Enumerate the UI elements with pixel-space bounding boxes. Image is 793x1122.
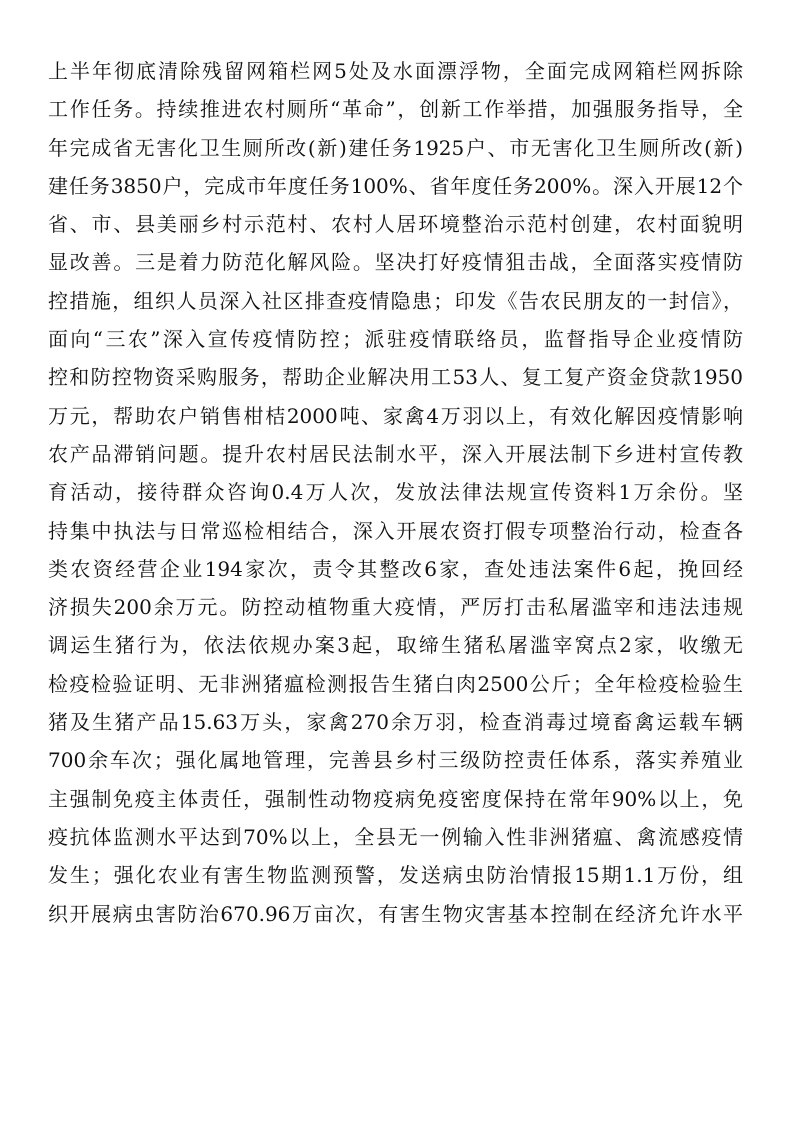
body-text (48, 52, 743, 933)
text-line: 育活动，接待群众咨询0.4万人次，发放法律法规宣传资料1万余份。坚 (48, 480, 743, 505)
text-line: 控和防控物资采购服务，帮助企业解决用工53人、复工复产资金贷款1950 (48, 365, 743, 390)
text-line: 发生；强化农业有害生物监测预警，发送病虫防治情报15期1.1万份，组 (48, 863, 743, 888)
text-line: 年完成省无害化卫生厕所改(新)建任务1925户、市无害化卫生厕所改(新) (48, 135, 743, 160)
text-line: 农产品滞销问题。提升农村居民法制水平，深入开展法制下乡进村宣传教 (48, 441, 743, 466)
text-line: 织开展病虫害防治670.96万亩次，有害生物灾害基本控制在经济允许水平 (48, 901, 743, 926)
text-line: 检疫检验证明、无非洲猪瘟检测报告生猪白肉2500公斤；全年检疫检验生 (48, 671, 743, 696)
text-line: 疫抗体监测水平达到70%以上，全县无一例输入性非洲猪瘟、禽流感疫情 (48, 824, 743, 849)
text-line: 上半年彻底清除残留网箱栏网5处及水面漂浮物，全面完成网箱栏网拆除 (48, 59, 743, 83)
text-line: 猪及生猪产品15.63万头，家禽270余万羽，检查消毒过境畜禽运载车辆 (48, 710, 743, 735)
text-line: 省、市、县美丽乡村示范村、农村人居环境整治示范村创建，农村面貌明 (48, 212, 743, 237)
text-line: 持集中执法与日常巡检相结合，深入开展农资打假专项整治行动，检查各 (48, 518, 743, 543)
text-line: 工作任务。持续推进农村厕所“革命”，创新工作举措，加强服务指导，全 (48, 97, 743, 122)
text-line: 主强制免疫主体责任，强制性动物疫病免疫密度保持在常年90%以上，免 (48, 786, 743, 811)
text-line: 济损失200余万元。防控动植物重大疫情，严厉打击私屠滥宰和违法违规 (48, 595, 743, 620)
text-line: 万元，帮助农户销售柑桔2000吨、家禽4万羽以上，有效化解因疫情影响 (48, 403, 743, 428)
text-line: 类农资经营企业194家次，责令其整改6家，查处违法案件6起，挽回经 (48, 556, 743, 581)
text-line: 控措施，组织人员深入社区排查疫情隐患；印发《告农民朋友的一封信》， (48, 288, 743, 313)
text-line: 显改善。三是着力防范化解风险。坚决打好疫情狙击战，全面落实疫情防 (48, 250, 743, 275)
text-line: 建任务3850户，完成市年度任务100%、省年度任务200%。深入开展12个 (48, 173, 743, 198)
text-line: 调运生猪行为，依法依规办案3起，取缔生猪私屠滥宰窝点2家，收缴无 (48, 633, 743, 658)
text-line: 700余车次；强化属地管理，完善县乡村三级防控责任体系，落实养殖业 (48, 748, 743, 773)
text-line: 面向“三农”深入宣传疫情防控；派驻疫情联络员，监督指导企业疫情防 (48, 327, 743, 352)
